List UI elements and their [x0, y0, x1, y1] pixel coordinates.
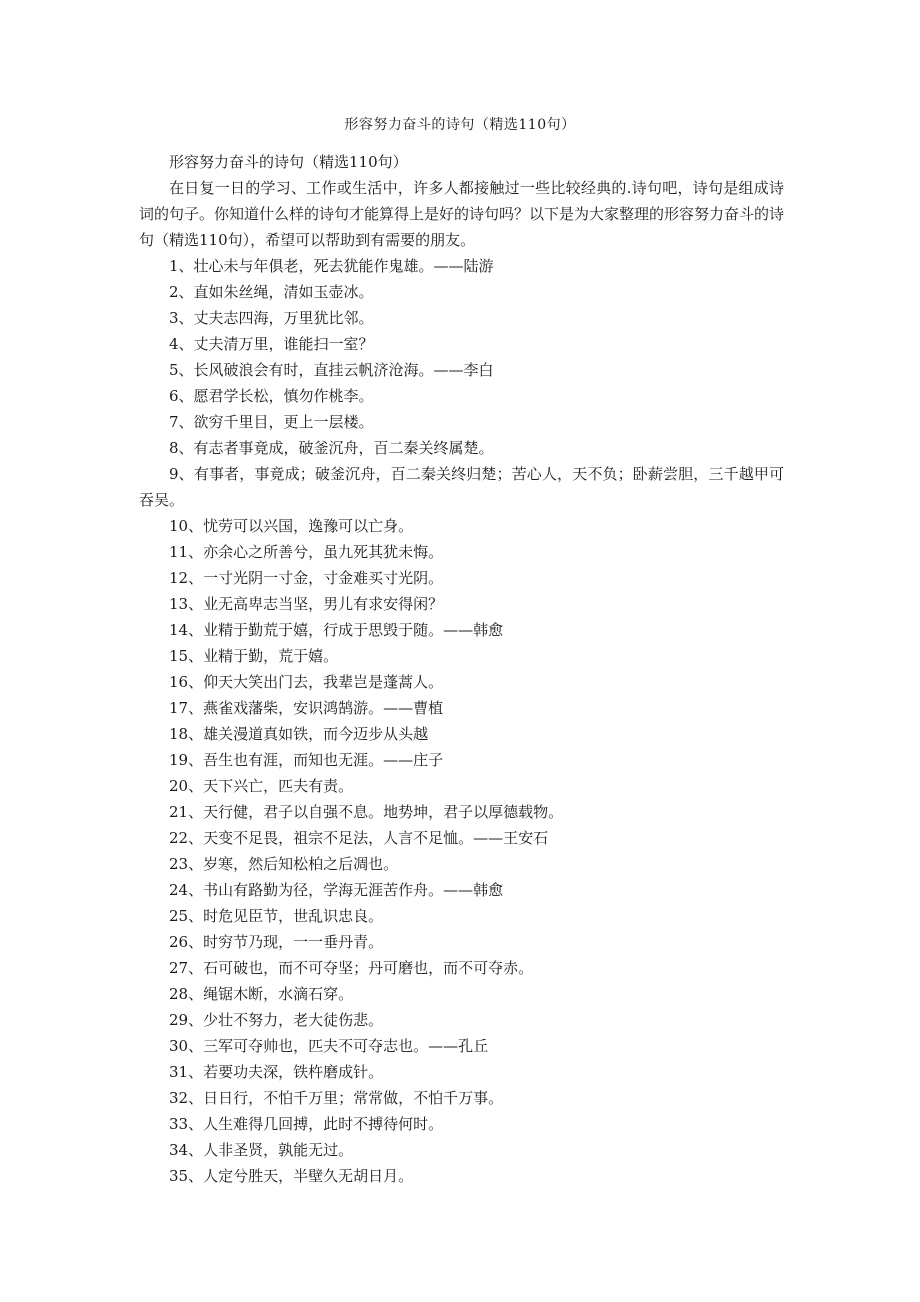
list-item: 29、少壮不努力，老大徒伤悲。	[169, 1011, 384, 1029]
list-item: 18、雄关漫道真如铁，而今迈步从头越	[169, 725, 429, 743]
list-item: 9、有事者，事竟成；破釜沉舟，百二秦关终归楚；苦心人，天不负；卧薪尝胆，三千越甲可吞吴。	[139, 465, 784, 509]
list-item: 16、仰天大笑出门去，我辈岂是蓬蒿人。	[169, 673, 444, 691]
list-item: 28、绳锯木断，水滴石穿。	[169, 985, 354, 1003]
list-item: 22、天变不足畏，祖宗不足法，人言不足恤。——王安石	[169, 829, 549, 847]
list-item: 8、有志者事竟成，破釜沉舟，百二秦关终属楚。	[169, 439, 494, 457]
list-item: 19、吾生也有涯，而知也无涯。——庄子	[169, 751, 444, 769]
list-item: 15、业精于勤，荒于嬉。	[169, 647, 339, 665]
list-item: 20、天下兴亡，匹夫有责。	[169, 777, 354, 795]
list-item: 17、燕雀戏藩柴，安识鸿鹄游。——曹植	[169, 699, 444, 717]
list-item: 5、长风破浪会有时，直挂云帆济沧海。——李白	[169, 361, 494, 379]
list-item: 33、人生难得几回搏，此时不搏待何时。	[169, 1115, 444, 1133]
list-item: 12、一寸光阴一寸金，寸金难买寸光阴。	[169, 569, 444, 587]
list-item: 25、时危见臣节，世乱识忠良。	[169, 907, 384, 925]
list-item: 31、若要功夫深，铁杵磨成针。	[169, 1063, 384, 1081]
list-item: 35、人定兮胜天，半壁久无胡日月。	[169, 1167, 414, 1185]
list-item: 1、壮心未与年俱老，死去犹能作鬼雄。——陆游	[169, 257, 494, 275]
list-item: 32、日日行，不怕千万里；常常做，不怕千万事。	[169, 1089, 504, 1107]
document-title: 形容努力奋斗的诗句（精选110句）	[344, 117, 576, 133]
intro-paragraph: 在日复一日的学习、工作或生活中，许多人都接触过一些比较经典的.诗句吧，诗句是组成诗词的句子。你知道什么样的诗句才能算得上是好的诗句吗？以下是为大家整理的形容努力奋斗的诗句（精选110句），希望可以帮助到有需要的朋友。	[139, 179, 785, 249]
list-item: 24、书山有路勤为径，学海无涯苦作舟。——韩愈	[169, 881, 504, 899]
document-body	[139, 149, 784, 1189]
document-subtitle: 形容努力奋斗的诗句（精选110句）	[169, 153, 408, 171]
list-item: 2、直如朱丝绳，清如玉壶冰。	[169, 283, 374, 301]
list-item: 6、愿君学长松，慎勿作桃李。	[169, 387, 374, 405]
list-item: 27、石可破也，而不可夺坚；丹可磨也，而不可夺赤。	[169, 959, 534, 977]
list-item: 14、业精于勤荒于嬉，行成于思毁于随。——韩愈	[169, 621, 504, 639]
list-item: 3、丈夫志四海，万里犹比邻。	[169, 309, 374, 327]
list-item: 13、业无高卑志当坚，男儿有求安得闲？	[169, 595, 444, 613]
list-item: 21、天行健，君子以自强不息。地势坤，君子以厚德载物。	[169, 803, 564, 821]
list-item: 11、亦余心之所善兮，虽九死其犹未悔。	[169, 543, 444, 561]
list-item: 26、时穷节乃现，一一垂丹青。	[169, 933, 384, 951]
list-item: 4、丈夫清万里，谁能扫一室？	[169, 335, 374, 353]
list-item: 7、欲穷千里目，更上一层楼。	[169, 413, 374, 431]
list-item: 30、三军可夺帅也，匹夫不可夺志也。——孔丘	[169, 1037, 489, 1055]
list-item: 23、岁寒，然后知松柏之后凋也。	[169, 855, 399, 873]
list-item: 10、忧劳可以兴国，逸豫可以亡身。	[169, 517, 414, 535]
list-item: 34、人非圣贤，孰能无过。	[169, 1141, 354, 1159]
